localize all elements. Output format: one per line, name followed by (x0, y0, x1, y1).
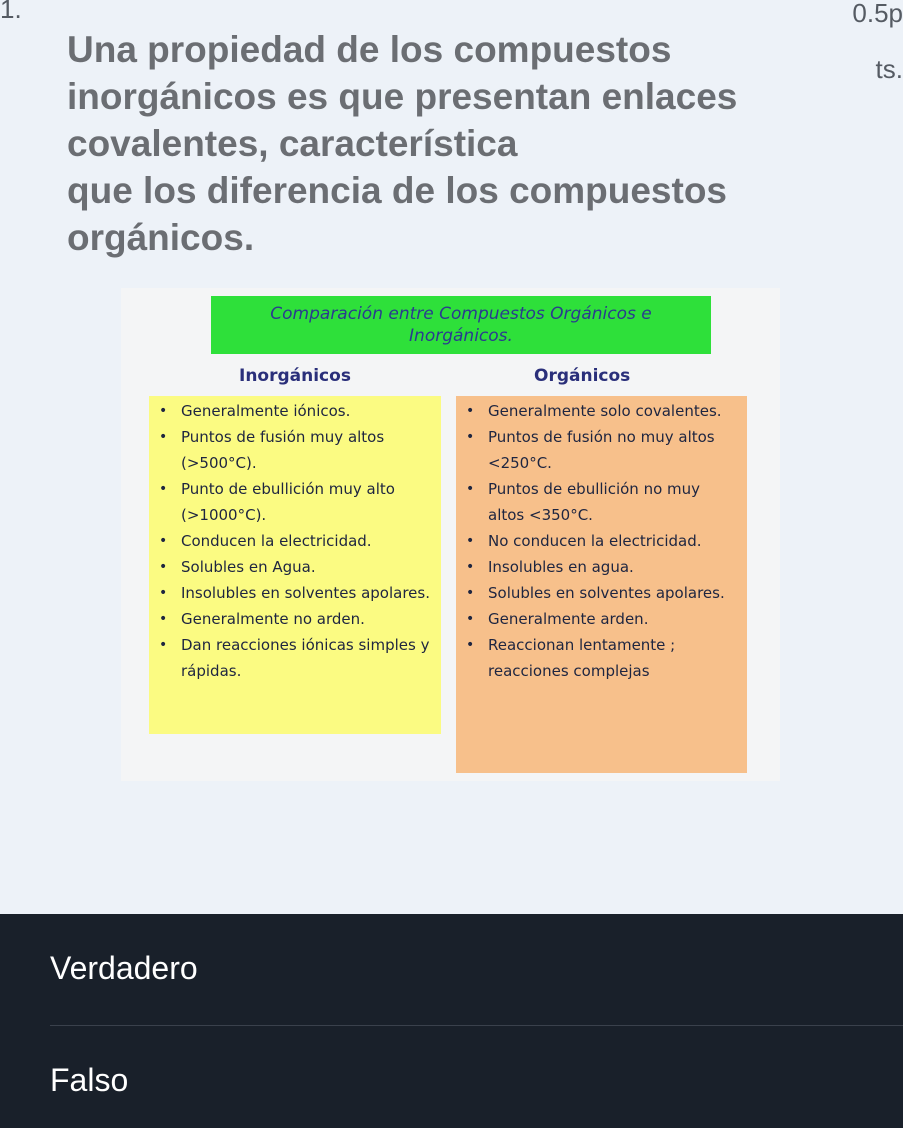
list-item: • Generalmente arden. (456, 606, 747, 632)
organic-heading: Orgánicos (534, 366, 631, 386)
comparison-figure (121, 288, 780, 781)
answer-divider (50, 1025, 903, 1026)
list-item: • Puntos de fusión no muy altos <250°C. (456, 424, 747, 476)
list-item: • Solubles en solventes apolares. (456, 580, 747, 606)
list-item: • Puntos de ebullición no muy altos <350°C. (456, 476, 747, 528)
figure-title-line-2: Inorgánicos. (409, 326, 513, 346)
answer-option-verdadero[interactable]: Verdadero (50, 950, 198, 986)
inorganic-list-box (149, 396, 441, 734)
answer-option-falso[interactable]: Falso (50, 1062, 129, 1098)
list-item: • Insolubles en agua. (456, 554, 747, 580)
list-item: • Insolubles en solventes apolares. (149, 580, 441, 606)
answer-panel (0, 914, 903, 1128)
points-label (852, 0, 903, 88)
question-line: que los diferencia de los compuestos (67, 170, 728, 211)
organic-list-box (456, 396, 747, 773)
question-line: inorgánicos es que presentan enlaces (67, 76, 738, 117)
list-item: • Puntos de fusión muy altos (>500°C). (149, 424, 441, 476)
question-text (67, 26, 787, 261)
points-line-1: 0.5p (852, 0, 903, 28)
question-number: 1. (0, 0, 22, 24)
list-item: • Punto de ebullición muy alto (>1000°C). (149, 476, 441, 528)
list-item: • No conducen la electricidad. (456, 528, 747, 554)
list-item: • Generalmente no arden. (149, 606, 441, 632)
question-line: orgánicos. (67, 217, 255, 258)
list-item: • Dan reacciones iónicas simples y rápidas. (149, 632, 441, 684)
list-item: • Conducen la electricidad. (149, 528, 441, 554)
points-line-2: ts. (875, 54, 903, 84)
list-item: • Reaccionan lentamente ; reacciones complejas (456, 632, 747, 684)
figure-title-line-1: Comparación entre Compuestos Orgánicos e (270, 304, 652, 324)
question-line: Una propiedad de los compuestos (67, 29, 672, 70)
list-item: • Generalmente solo covalentes. (456, 398, 747, 424)
inorganic-heading: Inorgánicos (239, 366, 351, 386)
figure-title (211, 296, 711, 354)
question-line: covalentes, característica (67, 123, 518, 164)
list-item: • Solubles en Agua. (149, 554, 441, 580)
list-item: • Generalmente iónicos. (149, 398, 441, 424)
